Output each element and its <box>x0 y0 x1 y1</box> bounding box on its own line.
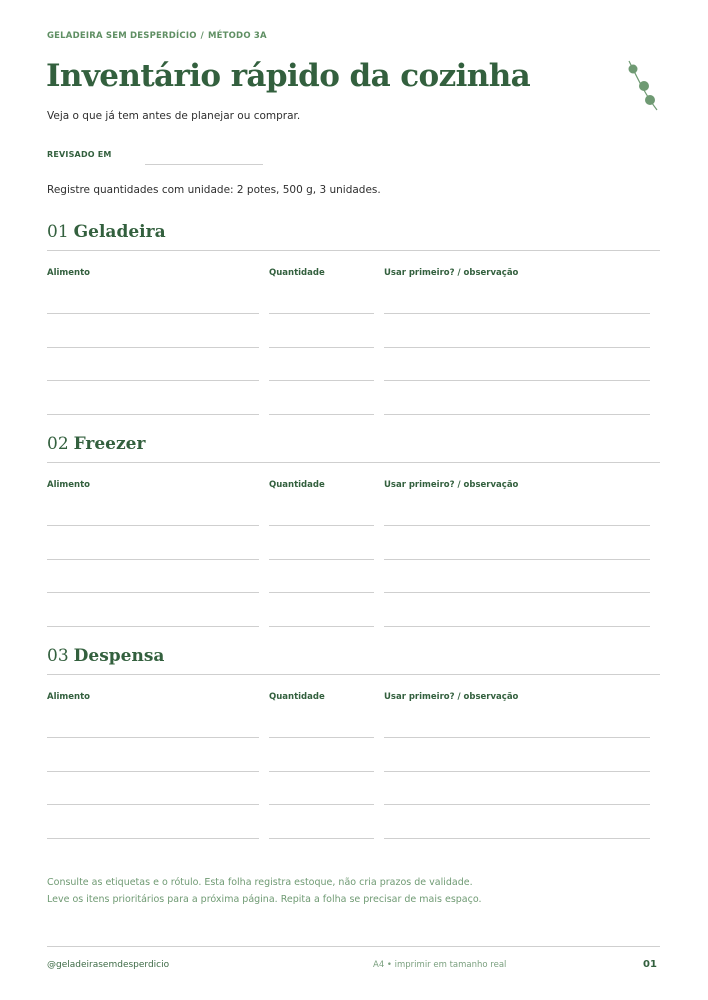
method-name: MÉTODO 3A <box>207 31 267 41</box>
food-name-field[interactable] <box>47 592 259 593</box>
revised-date-field[interactable] <box>145 164 263 165</box>
leaf-sprig-icon <box>620 55 665 115</box>
quantity-field[interactable] <box>269 771 374 772</box>
section-divider <box>47 462 660 463</box>
food-name-field[interactable] <box>47 313 259 314</box>
quantity-field[interactable] <box>269 592 374 593</box>
section-title-text: Freezer <box>73 434 146 454</box>
note-field[interactable] <box>384 626 650 627</box>
food-name-field[interactable] <box>47 626 259 627</box>
food-name-field[interactable] <box>47 838 259 839</box>
note-field[interactable] <box>384 838 650 839</box>
food-name-field[interactable] <box>47 347 259 348</box>
column-header: Alimento <box>47 268 90 278</box>
food-name-field[interactable] <box>47 559 259 560</box>
column-header: Alimento <box>47 480 90 490</box>
footer-divider <box>47 946 660 947</box>
series-eyebrow <box>47 31 267 41</box>
footnote-line-2: Leve os itens prioritários para a próxima página. Repita a folha se precisar de mais espaço. <box>47 894 482 905</box>
page-subtitle: Veja o que já tem antes de planejar ou comprar. <box>47 110 301 122</box>
note-field[interactable] <box>384 347 650 348</box>
column-header: Usar primeiro? / observação <box>384 480 519 490</box>
footer-print-note: A4 • imprimir em tamanho real <box>373 960 507 970</box>
quantity-field[interactable] <box>269 804 374 805</box>
footnote <box>47 874 482 908</box>
footer-handle: @geladeirasemdesperdicio <box>47 960 170 970</box>
section-number: 03 <box>47 646 69 666</box>
section-title <box>47 646 164 666</box>
note-field[interactable] <box>384 525 650 526</box>
eyebrow-separator: / <box>200 31 204 41</box>
series-name: GELADEIRA SEM DESPERDÍCIO <box>47 31 197 41</box>
note-field[interactable] <box>384 804 650 805</box>
column-header: Usar primeiro? / observação <box>384 268 519 278</box>
column-header: Quantidade <box>269 480 325 490</box>
note-field[interactable] <box>384 313 650 314</box>
page-title: Inventário rápido da cozinha <box>46 58 531 94</box>
page-number: 01 <box>643 959 657 970</box>
quantity-field[interactable] <box>269 626 374 627</box>
section-divider <box>47 674 660 675</box>
quantity-field[interactable] <box>269 559 374 560</box>
food-name-field[interactable] <box>47 771 259 772</box>
quantity-field[interactable] <box>269 347 374 348</box>
section-title <box>47 222 166 242</box>
column-header: Usar primeiro? / observação <box>384 692 519 702</box>
food-name-field[interactable] <box>47 737 259 738</box>
column-header: Quantidade <box>269 692 325 702</box>
food-name-field[interactable] <box>47 380 259 381</box>
food-name-field[interactable] <box>47 804 259 805</box>
section-title <box>47 434 145 454</box>
note-field[interactable] <box>384 559 650 560</box>
section-number: 01 <box>47 222 69 242</box>
section-0 <box>47 222 660 422</box>
section-title-text: Despensa <box>73 646 165 666</box>
revised-label: REVISADO EM <box>47 150 112 159</box>
section-1 <box>47 434 660 634</box>
section-2 <box>47 646 660 846</box>
section-divider <box>47 250 660 251</box>
note-field[interactable] <box>384 771 650 772</box>
section-number: 02 <box>47 434 69 454</box>
quantity-field[interactable] <box>269 525 374 526</box>
quantity-field[interactable] <box>269 838 374 839</box>
note-field[interactable] <box>384 592 650 593</box>
instruction-text: Registre quantidades com unidade: 2 potes, 500 g, 3 unidades. <box>47 184 381 196</box>
note-field[interactable] <box>384 414 650 415</box>
quantity-field[interactable] <box>269 313 374 314</box>
column-header: Quantidade <box>269 268 325 278</box>
quantity-field[interactable] <box>269 380 374 381</box>
column-header: Alimento <box>47 692 90 702</box>
section-title-text: Geladeira <box>73 222 166 242</box>
food-name-field[interactable] <box>47 414 259 415</box>
footnote-line-1: Consulte as etiquetas e o rótulo. Esta folha registra estoque, não cria prazos de validade. <box>47 877 473 888</box>
note-field[interactable] <box>384 737 650 738</box>
food-name-field[interactable] <box>47 525 259 526</box>
quantity-field[interactable] <box>269 737 374 738</box>
quantity-field[interactable] <box>269 414 374 415</box>
note-field[interactable] <box>384 380 650 381</box>
